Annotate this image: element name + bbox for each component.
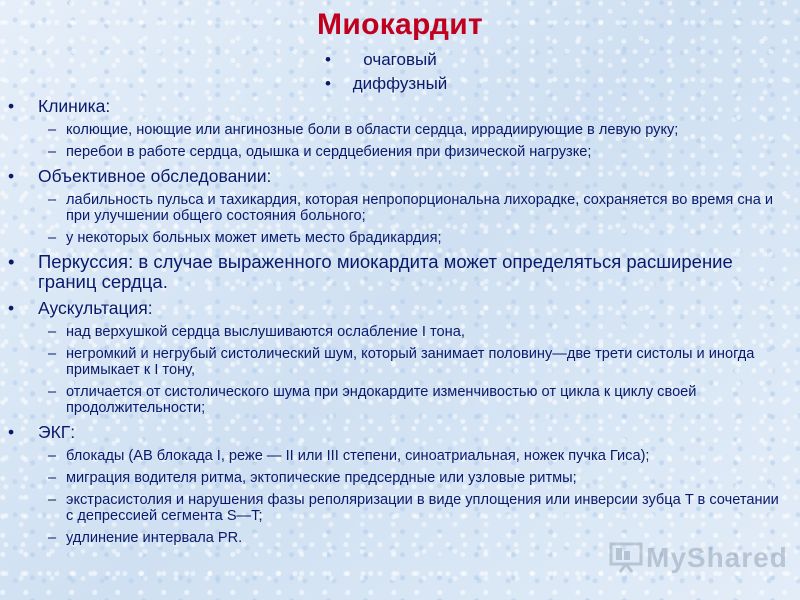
dash: – <box>48 530 57 546</box>
subtype-list <box>0 48 800 96</box>
list-item-text: колющие, ноющие или ангинозные боли в области сердца, иррадиирующие в левую руку; <box>66 122 679 138</box>
subtype-label: диффузный <box>352 74 448 93</box>
watermark-text: MyShared <box>646 542 788 573</box>
list-item-text: миграция водителя ритма, эктопические предсердные или узловые ритмы; <box>66 470 577 486</box>
bullet: • <box>8 251 15 272</box>
dash: – <box>48 346 57 362</box>
presentation-board-icon <box>608 538 644 574</box>
list-item-text: негромкий и негрубый систолический шум, который занимает половину—две трети систолы и иногда примыкает к I тону, <box>66 346 755 378</box>
list-item <box>8 122 788 138</box>
section-label: Аускультация: <box>38 298 153 318</box>
list-item <box>8 192 788 224</box>
list-item <box>8 448 788 464</box>
subtype-item <box>0 72 800 96</box>
bullet: • <box>8 166 15 186</box>
list-item <box>8 144 788 160</box>
list-item-text: перебои в работе сердца, одышка и сердцебиения при физической нагрузке; <box>66 144 592 160</box>
section-label: ЭКГ: <box>38 422 76 442</box>
subtype-item <box>0 48 800 72</box>
slide-title: Миокардит <box>317 8 483 41</box>
dash: – <box>48 384 57 400</box>
watermark-logo <box>608 538 788 578</box>
slide-body <box>8 96 788 552</box>
list-item-text: удлинение интервала PR. <box>66 530 243 546</box>
list-item <box>8 470 788 486</box>
list-item-text: блокады (АВ блокада I, реже — II или III степени, синоатриальная, ножек пучка Гиса); <box>66 448 650 464</box>
dash: – <box>48 324 57 340</box>
section-label: Клиника: <box>38 96 111 116</box>
list-item-text: над верхушкой сердца выслушиваются ослабление I тона, <box>66 324 465 340</box>
list-item <box>8 346 788 378</box>
list-item-text: лабильность пульса и тахикардия, которая непропорциональна лихорадке, сохраняется во время сна и при улучшении общего состояния больного; <box>66 192 774 224</box>
subtype-label: очаговый <box>363 50 437 69</box>
list-item <box>8 492 788 524</box>
section-label: Объективное обследовании: <box>38 166 272 186</box>
dash: – <box>48 192 57 208</box>
section-heading-exam <box>8 166 788 186</box>
bullet: • <box>325 50 331 69</box>
section-heading-ecg <box>8 422 788 442</box>
section-heading-auscultation <box>8 298 788 318</box>
bullet: • <box>8 422 15 442</box>
section-heading-percussion <box>8 252 788 292</box>
bullet: • <box>8 298 15 318</box>
list-item-text: отличается от систолического шума при эндокардите изменчивостью от цикла к циклу своей продолжительности; <box>66 384 697 416</box>
section-heading-clinic <box>8 96 788 116</box>
list-item-text: экстрасистолия и нарушения фазы реполяризации в виде уплощения или инверсии зубца T в сочетании с депрессией сегмента S—T; <box>66 492 779 524</box>
list-item <box>8 384 788 416</box>
dash: – <box>48 144 57 160</box>
dash: – <box>48 122 57 138</box>
dash: – <box>48 492 57 508</box>
list-item-text: у некоторых больных может иметь место брадикардия; <box>66 230 442 246</box>
bullet: • <box>325 74 331 93</box>
list-item <box>8 324 788 340</box>
dash: – <box>48 470 57 486</box>
dash: – <box>48 230 57 246</box>
dash: – <box>48 448 57 464</box>
bullet: • <box>8 96 15 116</box>
list-item <box>8 230 788 246</box>
section-label: Перкуссия: в случае выраженного миокардита может определяться расширение границ сердца. <box>38 251 733 292</box>
